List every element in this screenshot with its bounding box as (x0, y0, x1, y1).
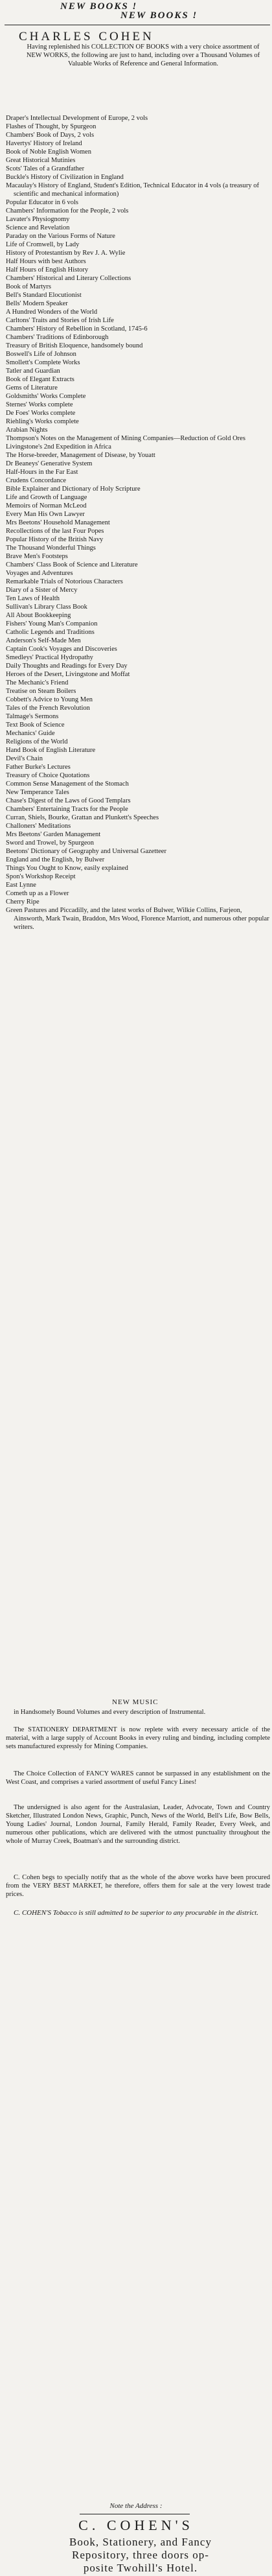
book-item: Life and Growth of Language (6, 494, 87, 501)
book-item: Father Burke's Lectures (6, 764, 71, 771)
pricing-paragraph: C. Cohen begs to specially notify that as the whole of the above works have been procured from the VERY BEST MARKET, he therefore, offers them for sale at the very lowest trade prices. (6, 1874, 270, 1898)
book-item: Mechanics' Guide (6, 730, 55, 737)
book-item: Chambers' Class Book of Science and Literature (6, 561, 138, 568)
stationery-paragraph: The STATIONERY DEPARTMENT is now replete with every necessary article of the material, with a large supply of Account Books in every ruling and binding, including complete sets manufactured expressly for Mining Companies. (6, 1726, 270, 1750)
book-item: Lavater's Physiognomy (6, 216, 70, 223)
book-item: Crudens Concordance (6, 477, 67, 484)
book-item: Things You Ought to Know, easily explained (6, 865, 128, 872)
music-heading: NEW MUSIC (112, 1698, 159, 1706)
book-item: Spon's Workshop Receipt (6, 873, 76, 880)
book-item: Chambers' Information for the People, 2 vols (6, 207, 129, 215)
book-item: Popular Educator in 6 vols (6, 199, 78, 206)
book-item: Tales of the French Revolution (6, 705, 90, 712)
book-item: Sullivan's Library Class Book (6, 603, 87, 611)
book-item: Chambers' Historical and Literary Collections (6, 275, 131, 282)
agency-paragraph: The undersigned is also agent for the Australasian, Leader, Advocate, Town and Country Sketcher, Illustrated London News, Graphic, Punch, News of the World, Bell's Life, Bow Bells, Young Ladies' Journal, London Journal, Family Herald, Family Reader, Every Week, and numerous other publications, which are delivered with the utmost punctuality throughout the whole of Murray Creek, Boatman's and the surrounding district. (6, 1804, 270, 1845)
tobacco-notice: C. COHEN'S Tobacco is still admitted to be superior to any procurable in the district. (14, 1909, 258, 1917)
book-item: Paraday on the Various Forms of Nature (6, 233, 115, 240)
book-item: Havertys' History of Ireland (6, 140, 82, 147)
book-item: Bible Explainer and Dictionary of Holy Scripture (6, 486, 141, 493)
book-item: Mrs Beetons' Household Management (6, 519, 110, 526)
book-item: Challoners' Meditations (6, 823, 71, 830)
book-item: Book of Martyrs (6, 283, 51, 290)
book-item: Chambers' Traditions of Edinborough (6, 334, 109, 341)
book-item: Popular History of the British Navy (6, 536, 104, 543)
book-item: Chambers' Entertaining Tracts for the People (6, 806, 128, 813)
book-item: Livingstone's 2nd Expedition in Africa (6, 443, 111, 451)
book-item: Cherry Ripe (6, 898, 40, 906)
book-item: History of Protestantism by Rev J. A. Wylie (6, 250, 126, 257)
fancy-wares-paragraph: The Choice Collection of FANCY WARES cannot be surpassed in any establishment on the West Coast, and comprises a varied assortment of useful Fancy Lines! (6, 1770, 270, 1786)
book-item: Treasury of Choice Quotations (6, 772, 90, 779)
book-item: Half-Hours in the Far East (6, 469, 78, 476)
shop-address-line-1: Book, Stationery, and Fancy (69, 2536, 212, 2548)
book-item: The Mechanic's Friend (6, 679, 69, 686)
book-item: Treasury of British Eloquence, handsomely bound (6, 342, 143, 349)
book-item: Goldsmiths' Works Complete (6, 393, 86, 400)
book-item: A Hundred Wonders of the World (6, 309, 98, 316)
book-item: Daily Thoughts and Readings for Every Day (6, 662, 128, 670)
book-item: The Horse-breeder, Management of Disease, by Youatt (6, 452, 155, 459)
book-list (6, 114, 270, 931)
book-item: Bells' Modern Speaker (6, 300, 68, 307)
book-item: Arabian Nights (6, 427, 48, 434)
book-item: Brave Men's Footsteps (6, 553, 68, 560)
book-item: Talmage's Sermons (6, 713, 59, 720)
book-item: Flashes of Thought, by Spurgeon (6, 123, 96, 130)
book-item: Anderson's Self-Made Men (6, 637, 81, 644)
shop-address-line-2: Repository, three doors op- (72, 2549, 209, 2561)
book-item: East Lynne (6, 882, 36, 889)
book-item: Macaulay's History of England, Student's Edition, Technical Educator in 4 vols (a treasury of scientific and mechanical information) (6, 182, 259, 198)
book-item: Memoirs of Norman McLeod (6, 502, 87, 509)
book-item: Chambers' Book of Days, 2 vols (6, 132, 95, 139)
book-item: Smedleys' Practical Hydropathy (6, 654, 93, 661)
book-item: Mrs Beetons' Garden Management (6, 831, 101, 838)
book-item: Chase's Digest of the Laws of Good Templars (6, 797, 131, 804)
book-item: England and the English, by Bulwer (6, 856, 105, 863)
book-item: Science and Revelation (6, 224, 70, 231)
book-item: All About Bookkeeping (6, 612, 71, 619)
book-item: Riehling's Works complete (6, 418, 79, 425)
book-item: Boswell's Life of Johnson (6, 351, 76, 358)
shop-address-line-3: posite Twohill's Hotel. (83, 2562, 198, 2574)
book-item: The Thousand Wonderful Things (6, 544, 96, 552)
book-item: Recollections of the last Four Popes (6, 528, 104, 535)
book-item: Tatler and Guardian (6, 368, 60, 375)
merchant-name: CHARLES COHEN (19, 30, 154, 43)
book-item: Draper's Intellectual Development of Europe, 2 vols (6, 115, 148, 122)
book-item: Cobbett's Advice to Young Men (6, 696, 93, 703)
book-item: De Foes' Works complete (6, 410, 76, 417)
headline-new-books-2: NEW BOOKS ! (120, 10, 198, 21)
book-item: Book of Elegant Extracts (6, 376, 74, 383)
book-item: Religions of the World (6, 738, 68, 745)
book-item: Text Book of Science (6, 721, 65, 729)
book-item: Heroes of the Desert, Livingstone and Moffat (6, 671, 130, 678)
book-item: Fishers' Young Man's Companion (6, 620, 98, 627)
book-item: Half Hours with best Authors (6, 258, 86, 265)
book-item: Sternes' Works complete (6, 401, 73, 408)
book-item: Diary of a Sister of Mercy (6, 587, 78, 594)
book-item: Green Pastures and Piccadilly, and the latest works of Bulwer, Wilkie Collins, Farjeon, Ainsworth, Mark Twain, Braddon, Mrs Wood, Florence Marriott, and numerous other popular writers. (6, 907, 269, 931)
music-paragraph: in Handsomely Bound Volumes and every description of Instrumental. (14, 1709, 206, 1716)
book-item: Book of Noble English Women (6, 148, 91, 156)
book-item: Catholic Legends and Traditions (6, 629, 95, 636)
address-note: Note the Address : (109, 2502, 163, 2510)
book-item: Half Hours of English History (6, 266, 89, 274)
shop-name: C. COHEN'S (78, 2517, 194, 2533)
book-item: Cometh up as a Flower (6, 890, 69, 897)
book-item: Hand Book of English Literature (6, 747, 96, 754)
book-item: Buckle's History of Civilization in England (6, 174, 124, 181)
book-item: Bell's Standard Elocutionist (6, 292, 82, 299)
book-item: Devil's Chain (6, 755, 43, 762)
intro-paragraph: Having replenished his COLLECTION OF BOOKS with a very choice assortment of NEW WORKS, the following are just to hand, including over a Thousand Volumes of Valuable Works of Reference and General Information. (26, 43, 260, 67)
headline-new-books-1: NEW BOOKS ! (60, 1, 138, 12)
book-item: Curran, Shiels, Bourke, Grattan and Plunkett's Speeches (6, 814, 159, 821)
book-item: Smollett's Complete Works (6, 359, 80, 366)
book-item: Chambers' History of Rebellion in Scotland, 1745-6 (6, 325, 148, 333)
book-item: Gems of Literature (6, 384, 58, 392)
book-item: Captain Cook's Voyages and Discoveries (6, 646, 117, 653)
book-item: Thompson's Notes on the Management of Mining Companies—Reduction of Gold Ores (6, 435, 245, 442)
book-item: Voyages and Adventures (6, 570, 73, 577)
book-item: Carltons' Traits and Stories of Irish Life (6, 317, 114, 324)
book-item: Scots' Tales of a Grandfather (6, 165, 85, 172)
book-item: Great Historical Mutinies (6, 157, 76, 164)
book-item: Beetons' Dictionary of Geography and Universal Gazetteer (6, 848, 166, 855)
book-item: Dr Beaneys' Generative System (6, 460, 93, 467)
book-item: Common Sense Management of the Stomach (6, 780, 129, 788)
book-item: Life of Cromwell, by Lady (6, 241, 80, 248)
book-item: Treatise on Steam Boilers (6, 688, 76, 695)
book-item: Sword and Trowel, by Spurgeon (6, 839, 95, 847)
book-item: Remarkable Trials of Notorious Characters (6, 578, 123, 585)
book-item: Every Man His Own Lawyer (6, 511, 85, 518)
book-item: New Temperance Tales (6, 789, 69, 796)
book-item: Ten Laws of Health (6, 595, 60, 602)
